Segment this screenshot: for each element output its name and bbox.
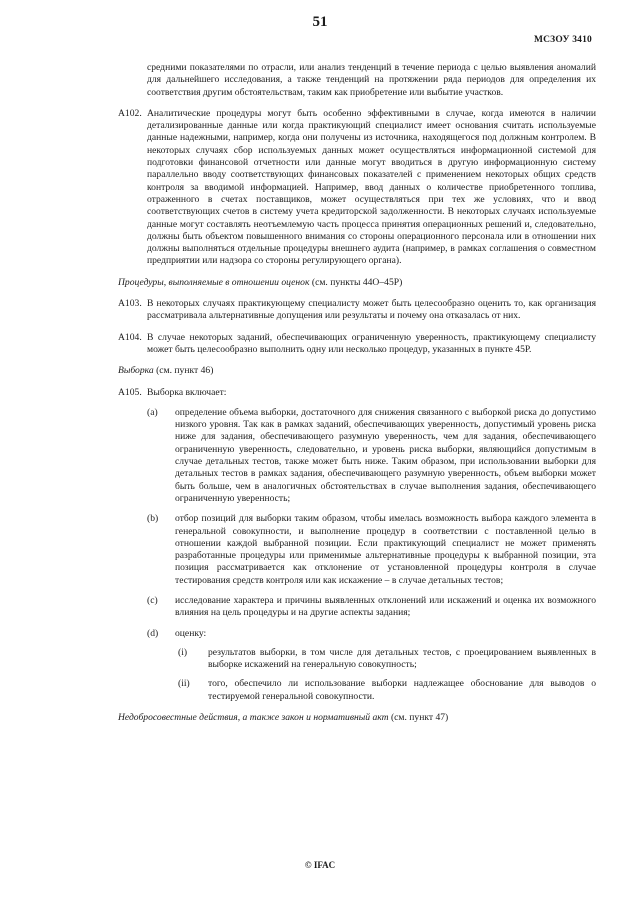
- continuation-paragraph: средними показателями по отрасли, или анализ тенденций в течение периода с целью выявления аномалий для дальнейшего исследования, а также тенденций на протяжении ряда периодов для определения их соответствия другим обстоятельствам, таким как приобретение или выбытие участков.: [147, 62, 596, 98]
- sub-list-item-ii: [118, 678, 596, 703]
- heading-reference: (см. пункт 46): [153, 365, 214, 377]
- paragraph-text: В некоторых случаях практикующему специалисту может быть целесообразно оценить то, как организация рассматривала альтернативные допущения или результаты и почему она отказалась от них.: [147, 298, 596, 322]
- list-item-b: [118, 513, 596, 587]
- paragraph-number: A103.: [118, 298, 142, 310]
- list-marker: (d): [147, 627, 159, 639]
- heading-italic: Процедуры, выполняемые в отношении оценок: [118, 276, 310, 288]
- paragraph-a104: [118, 332, 596, 357]
- list-item-a: [118, 407, 596, 505]
- sub-list-item-i: [118, 647, 596, 672]
- list-marker: (c): [147, 594, 158, 606]
- heading-italic: Выборка: [118, 365, 154, 377]
- section-heading-fraud: [118, 712, 596, 724]
- paragraph-text: Выборка включает:: [147, 386, 227, 398]
- paragraph-number: A104.: [118, 331, 142, 343]
- document-id: МСЗОУ 3410: [533, 35, 592, 45]
- paragraph-a105: [118, 387, 596, 399]
- sub-list-item-text: того, обеспечило ли использование выборки надлежащее обоснование для выводов о тестируемой генеральной совокупности.: [208, 678, 596, 702]
- heading-reference: (см. пункт 47): [388, 712, 449, 724]
- page-content: [118, 62, 596, 724]
- list-item-text: отбор позиций для выборки таким образом, чтобы имелась возможность выбора каждого элемента в генеральной совокупности, и выполнение процедур в соответствии с поставленной целью в отношении каждой выбранной позиции. Если практикующий специалист не может применять разработанные процедуры или применимые альтернативные процедуры к выбранной позиции, эта позиция рассматривается как отклонение от установленной процедуры контроля в случае тестирования средств контроля или как искажение – в случае детальных тестов;: [175, 513, 596, 586]
- sub-list-marker: (ii): [178, 678, 190, 690]
- sub-list-item-text: результатов выборки, в том числе для детальных тестов, с проецированием выявленных в выборке искажений на генеральную совокупность;: [208, 646, 596, 671]
- section-heading-estimates: [118, 277, 596, 289]
- paragraph-text: Аналитические процедуры могут быть особенно эффективными в случае, когда имеются в наличии детализированные данные или когда практикующий специалист имеет основания считать используемые данные надежными, например, когда они получены из источника, находящегося под должным контролем. В некоторых случаях сбор используемых данных может осуществляться информационной системой для подготовки финансовой отчетности или данные могут вводиться в другую информационную систему параллельно вводу соответствующих финансовых показателей с применением некоторых общих средств контроля за вводимой информацией. Например, ввод данных о количестве приобретенного топлива, отраженного в счетах поставщиков, может осуществляться при тех же условиях, что и ввод соответствующих счетов в систему учета кредиторской задолженности. В некоторых случаях используемые данные могут составлять неотъемлемую часть процесса принятия операционных решений и, следовательно, должны быть объектом повышенного внимания со стороны операционного персонала или в отношении них должны выполняться отдельные процедуры внешнего аудита (например, в рамках соглашения о совместном предприятии или надзора со стороны регулирующего органа).: [147, 107, 596, 267]
- list-item-text: определение объема выборки, достаточного для снижения связанного с выборкой риска до допустимо низкого уровня. Так как в рамках заданий, обеспечивающих уверенность, допустимый уровень риска ниже для задания, обеспечивающего разумную уверенность, чем для задания, обеспечивающего ограниченную уверенность, следовательно, и уровень риска выборки, являющийся допустимым в случае детальных тестов, также может быть ниже. Таким образом, при использовании выборки для детальных тестов в рамках задания, обеспечивающего разумную уверенность, объем выборки может быть больше, чем в аналогичных обстоятельствах в случае выполнения задания, обеспечивающего ограниченную уверенность;: [175, 406, 596, 504]
- heading-italic: Недобросовестные действия, а также закон и нормативный акт: [118, 712, 389, 724]
- sub-list-marker: (i): [178, 646, 188, 658]
- page-number: 51: [312, 14, 328, 30]
- list-item-d: [118, 628, 596, 640]
- list-item-text: исследование характера и причины выявленных отклонений или искажений и оценка их возможного влияния на цель процедуры и на другие аспекты задания;: [175, 594, 596, 619]
- paragraph-number: A102.: [118, 107, 142, 119]
- paragraph-a103: [118, 298, 596, 323]
- list-marker: (b): [147, 513, 159, 525]
- list-item-c: [118, 595, 596, 620]
- paragraph-number: A105.: [118, 386, 142, 398]
- list-item-text: оценку:: [175, 627, 207, 639]
- section-heading-sampling: [118, 365, 596, 377]
- list-marker: (a): [147, 406, 158, 418]
- paragraph-a102: [118, 108, 596, 268]
- heading-reference: (см. пункты 44О–45Р): [309, 276, 403, 288]
- page-footer: © IFAC: [304, 860, 336, 870]
- paragraph-text: В случае некоторых заданий, обеспечивающих ограниченную уверенность, практикующему специалисту может быть целесообразно выполнить одну или несколько процедур, указанных в пункте 45Р.: [147, 331, 596, 355]
